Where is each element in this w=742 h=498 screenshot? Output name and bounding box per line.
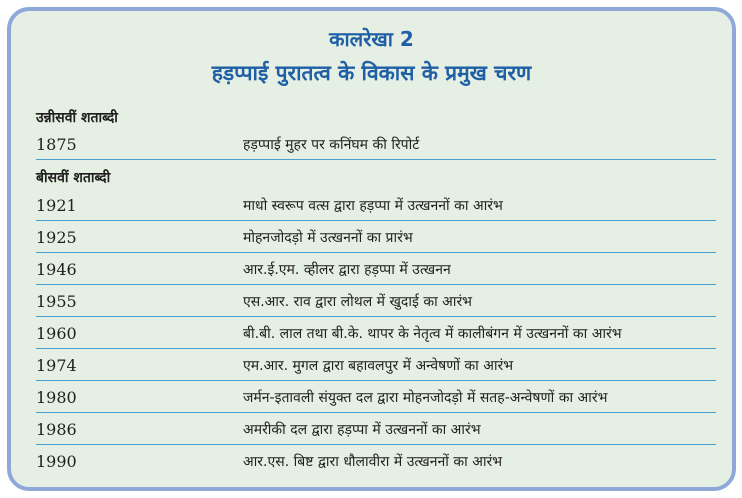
timeline-row — [11, 254, 732, 286]
row-event: एम.आर. मुगल द्वारा बहावलपुर में अन्वेषणों का आरंभ — [243, 358, 514, 374]
row-year: 1921 — [36, 196, 77, 215]
section-heading-19th-century: उन्नीसवीं शताब्दी — [36, 110, 118, 126]
row-year: 1974 — [36, 356, 77, 375]
row-year: 1946 — [36, 260, 77, 279]
row-event: माधो स्वरूप वत्स द्वारा हड़प्पा में उत्खननों का आरंभ — [243, 198, 503, 214]
section-heading-20th-century: बीसवीं शताब्दी — [36, 170, 111, 186]
timeline-subtitle: हड़प्पाई पुरातत्व के विकास के प्रमुख चरण — [211, 61, 532, 85]
timeline-row — [11, 350, 732, 382]
row-year: 1955 — [36, 292, 77, 311]
row-year: 1925 — [36, 228, 77, 247]
row-event: बी.बी. लाल तथा बी.के. थापर के नेतृत्व में कालीबंगन में उत्खननों का आरंभ — [243, 326, 622, 342]
row-divider — [36, 252, 716, 253]
row-divider — [36, 412, 716, 413]
row-year: 1980 — [36, 388, 77, 407]
row-divider — [36, 159, 716, 160]
row-year: 1986 — [36, 420, 77, 439]
row-year: 1960 — [36, 324, 77, 343]
row-event: जर्मन-इतावली संयुक्त दल द्वारा मोहनजोदड़ो में सतह-अन्वेषणों का आरंभ — [243, 390, 608, 406]
row-year: 1875 — [36, 135, 77, 154]
timeline-title: कालरेखा 2 — [329, 27, 414, 51]
timeline-row — [11, 190, 732, 222]
timeline-row — [11, 382, 732, 414]
timeline-row — [11, 222, 732, 254]
timeline-row — [11, 318, 732, 350]
row-divider — [36, 316, 716, 317]
timeline-row — [11, 129, 732, 161]
row-divider — [36, 380, 716, 381]
row-divider — [36, 348, 716, 349]
row-event: हड़प्पाई मुहर पर कनिंघम की रिपोर्ट — [243, 137, 420, 153]
row-year: 1990 — [36, 452, 77, 471]
row-event: आर.ई.एम. व्हीलर द्वारा हड़प्पा में उत्खनन — [243, 262, 451, 278]
row-event: एस.आर. राव द्वारा लोथल में खुदाई का आरंभ — [243, 294, 473, 310]
timeline-row — [11, 446, 732, 478]
timeline-row — [11, 286, 732, 318]
row-divider — [36, 220, 716, 221]
row-divider — [36, 284, 716, 285]
timeline-row — [11, 414, 732, 446]
row-divider — [36, 444, 716, 445]
timeline-box — [7, 7, 736, 491]
row-event: अमरीकी दल द्वारा हड़प्पा में उत्खननों का आरंभ — [243, 422, 481, 438]
row-event: आर.एस. बिष्ट द्वारा धौलावीरा में उत्खननों का आरंभ — [243, 454, 503, 470]
row-event: मोहनजोदड़ो में उत्खननों का प्रारंभ — [243, 230, 413, 246]
